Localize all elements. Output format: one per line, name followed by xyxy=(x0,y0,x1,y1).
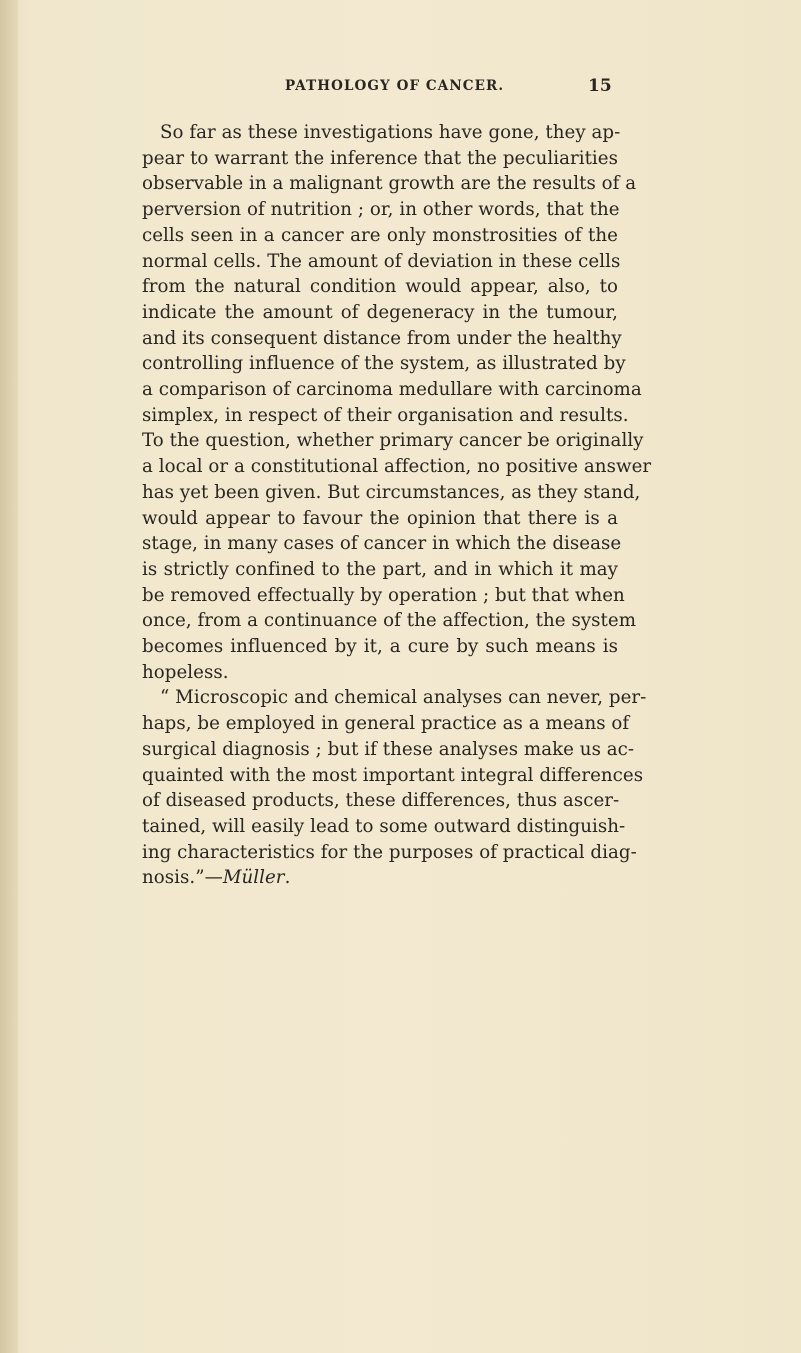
text-line: be removed effectually by operation ; but that when xyxy=(142,584,625,606)
text-line: becomes influenced by it, a cure by such means is xyxy=(142,636,618,658)
final-line xyxy=(142,865,618,891)
text-line: from the natural condition would appear, also, to xyxy=(142,276,618,298)
page-number: 15 xyxy=(588,76,612,96)
text-line: tained, will easily lead to some outward distinguish- xyxy=(142,815,626,837)
text-line: a local or a constitutional affection, no positive answer xyxy=(142,456,652,478)
final-line-end: . xyxy=(284,867,291,889)
binding-shadow xyxy=(0,0,18,1353)
text-line: and its consequent distance from under the healthy xyxy=(142,327,622,349)
text-line: perversion of nutrition ; or, in other words, that the xyxy=(142,199,620,221)
text-line: quainted with the most important integral differences xyxy=(142,764,644,786)
body-text xyxy=(142,120,652,891)
text-line: would appear to favour the opinion that there is a xyxy=(142,507,618,529)
text-line: normal cells. The amount of deviation in these cells xyxy=(142,250,621,272)
text-line: To the question, whether primary cancer be originally xyxy=(142,430,644,452)
quote-author: Müller xyxy=(222,867,285,889)
text-line: controlling influence of the system, as illustrated by xyxy=(142,353,626,375)
text-line: indicate the amount of degeneracy in the tumour, xyxy=(142,301,618,323)
final-line-text: nosis.”— xyxy=(142,867,223,889)
text-line: hopeless. xyxy=(142,661,229,683)
text-line: observable in a malignant growth are the results of a xyxy=(142,173,637,195)
text-line: So far as these investigations have gone, they ap- xyxy=(160,122,621,143)
text-line: a comparison of carcinoma medullare with carcinoma xyxy=(142,379,642,401)
text-line: stage, in many cases of cancer in which the disease xyxy=(142,533,622,555)
text-line: haps, be employed in general practice as a means of xyxy=(142,713,630,735)
text-line: simplex, in respect of their organisation and results. xyxy=(142,404,629,426)
text-line: of diseased products, these differences, thus ascer- xyxy=(142,790,620,812)
running-head: PATHOLOGY OF CANCER. xyxy=(285,78,505,94)
text-line: once, from a continuance of the affection, the system xyxy=(142,610,637,632)
text-line: pear to warrant the inference that the peculiarities xyxy=(142,147,618,169)
text-line: cells seen in a cancer are only monstrosities of the xyxy=(142,224,618,246)
text-line: “ Microscopic and chemical analyses can never, per- xyxy=(160,687,647,709)
text-line: ing characteristics for the purposes of practical diag- xyxy=(142,841,637,863)
text-line: has yet been given. But circumstances, as they stand, xyxy=(142,481,641,503)
page-header xyxy=(140,76,612,106)
text-line: is strictly confined to the part, and in which it may xyxy=(142,558,618,580)
text-line: surgical diagnosis ; but if these analyses make us ac- xyxy=(142,738,635,760)
